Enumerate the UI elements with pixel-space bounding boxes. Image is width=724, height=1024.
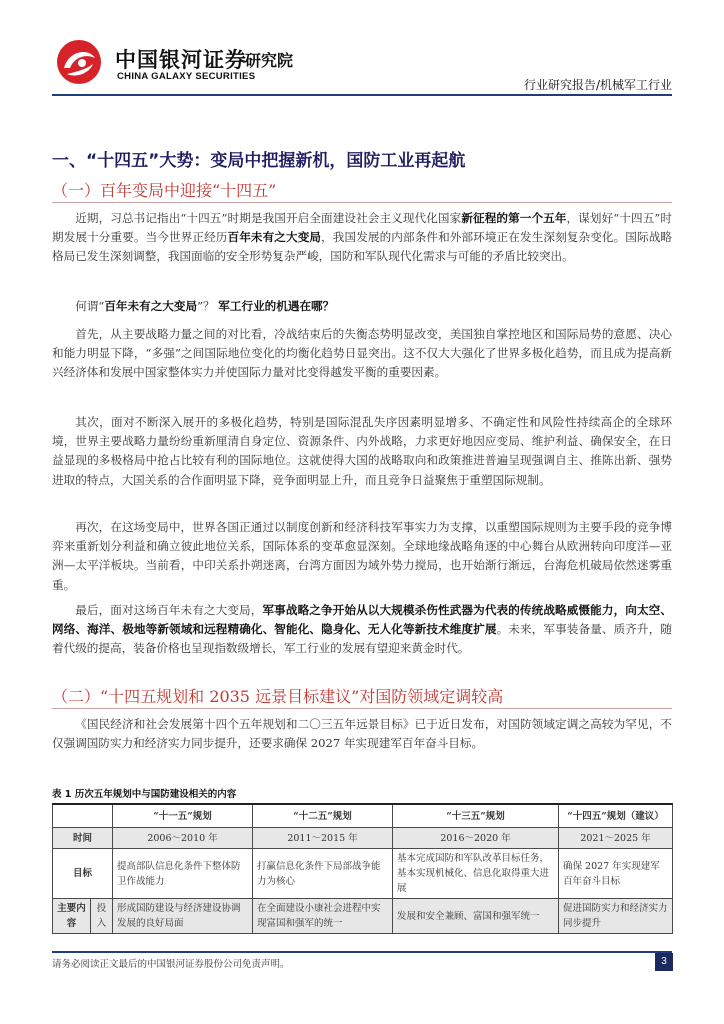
brand-name-en: CHINA GALAXY SECURITIES [117,71,256,82]
institute-label: 研究院 [245,51,294,70]
paragraph-text: 《国民经济和社会发展第十四个五年规划和二〇三五年远景目标》已于近日发布，对国防领域定调之高较为罕见，不仅强调国防实力和经济实力同步提升，还要求确保 2027 年实现建军百年奋斗目标。 [52,717,672,751]
bold-text: 百年未有之大变局 [104,299,198,313]
table-header: “十四五”规划（建议） [559,804,673,828]
table-cell: 发展和安全兼顾、富国和强军统一 [393,899,559,934]
text-run: 近期，习总书记指出“十四五”时期是我国开启全面建设社会主义现代化国家 [75,211,462,225]
table-cell: 2011～2015 年 [253,828,393,849]
paragraph-third [52,518,672,595]
table-header: “十三五”规划 [393,804,559,828]
bold-text: 军工行业的机遇在哪？ [218,299,335,313]
row-label: 时间 [53,828,113,849]
subsection-heading-1 [52,178,672,203]
footer-disclaimer: 请务必阅读正文最后的中国银河证券股份公司免责声明。 [52,959,290,970]
brand-name-cn: 中国银河证券 [115,48,247,72]
table-cell: 基本完成国防和军队改革目标任务，基本实现机械化、信息化取得重大进展 [393,849,559,899]
table-cell: 促进国防实力和经济实力同步提升 [559,899,673,934]
row-label: 目标 [53,849,113,899]
row-label: 主要内容 [53,899,91,934]
text-run: ，谋划好“十四五”时期发展十分重要。当今世界正经历 [52,211,672,245]
text-run: 。未来，军事装备量、质齐升，随着代级的提高，装备价格也呈现指数级增长，军工行业的发展有望迎来黄金时代。 [52,622,672,656]
paragraph-intro [52,209,672,267]
table-cell: 2016～2020 年 [393,828,559,849]
header-divider [52,94,672,96]
table-cell: 打赢信息化条件下局部战争能力为核心 [253,849,393,899]
table-header-row [53,804,673,828]
bold-text: 军事战略之争开始从以大规模杀伤性武器为代表的传统战略威慑能力，向太空、网络、海洋、极地等新领域和远程精确化、智能化、隐身化、无人化等新技术维度扩展 [52,603,672,637]
bold-text: 新征程的第一个五年 [461,211,567,225]
table-cell: 2021～2025 年 [559,828,673,849]
galaxy-logo-icon [55,38,103,86]
table-header: “十二五”规划 [253,804,393,828]
subsection-title: （一）百年变局中迎接“十四五” [52,181,277,200]
table-cell: 在全面建设小康社会进程中实现富国和强军的统一 [253,899,393,934]
table-caption: 表 1 历次五年规划中与国防建设相关的内容 [52,789,237,800]
table-cell: 形成国防建设与经济建设协调发展的良好局面 [113,899,253,934]
five-year-plan-table [52,803,673,934]
document-category: 行业研究报告/机械军工行业 [523,78,672,92]
paragraph-first [52,325,672,383]
paragraph-text: 其次，面对不断深入展开的多极化趋势，特别是国际混乱失序因素明显增多、不确定性和风险性持续高企的全球环境，世界主要战略力量纷纷重新厘清自身定位、资源条件、内外战略，力求更好地因应变局、维护利益、确保安全，在日益显现的多极格局中抢占比较有利的国际地位。这就使得大国的战略取向和政策推进普遍呈现强调自主、推陈出新、强势进取的特点，大国关系的合作面明显下降，竞争面明显上升，而且竞争日益聚焦于重塑国际规制。 [52,415,672,487]
text-run: ，我国发展的内部条件和外部环境正在发生深刻复杂变化。国际战略格局已发生深刻调整，我国面临的安全形势复杂严峻，国防和军队现代化需求与可能的矛盾比较突出。 [52,230,672,264]
text-run: 最后，面对这场百年未有之大变局， [75,603,263,617]
text-run: 何谓“ [75,299,105,313]
table-corner-cell [53,804,113,828]
paragraph-second [52,413,672,490]
paragraph-fourth [52,601,672,659]
paragraph-plan [52,715,672,753]
table-row [53,899,673,934]
paragraph-text: 首先，从主要战略力量之间的对比看，冷战结束后的失衡态势明显改变，美国独自掌控地区和国际局势的意愿、决心和能力明显下降，“多强”之间国际地位变化的均衡化趋势日显突出。这不仅大大强化了世界多极化趋势，而且成为提高新兴经济体和发展中国家整体实力并使国际力量对比变得越发平衡的重要因素。 [52,327,672,380]
subsection-title: （二）“十四五规划和 2035 远景目标建议”对国防领域定调较高 [52,687,504,706]
table-header: “十一五”规划 [113,804,253,828]
section-heading: 一、“十四五”大势：变局中把握新机，国防工业再起航 [52,151,466,171]
text-run: ”？ [197,299,219,313]
table-cell: 确保 2027 年实现建军百年奋斗目标 [559,849,673,899]
page-number: 3 [655,953,673,971]
table-cell: 提高部队信息化条件下整体防卫作战能力 [113,849,253,899]
table-row [53,828,673,849]
subsection-heading-2 [52,684,672,709]
paragraph-text: 再次，在这场变局中，世界各国正通过以制度创新和经济科技军事实力为支撑，以重塑国际规则为主要手段的竞争博弈来重新划分利益和确立彼此地位关系，国际体系的变革愈显深刻。全球地缘战略角逐的中心舞台从欧洲转向印度洋—亚洲—太平洋板块。当前看，中印关系扑朔迷离，台湾方面因为域外势力搅局，也开始渐行渐远，台海危机破局依然迷雾重重。 [52,520,672,592]
paragraph-question [52,297,672,316]
footer-divider [52,951,672,953]
bold-text: 百年未有之大变局 [227,230,322,245]
table-cell: 2006～2010 年 [113,828,253,849]
table-row [53,849,673,899]
row-sublabel: 投入 [91,899,113,934]
